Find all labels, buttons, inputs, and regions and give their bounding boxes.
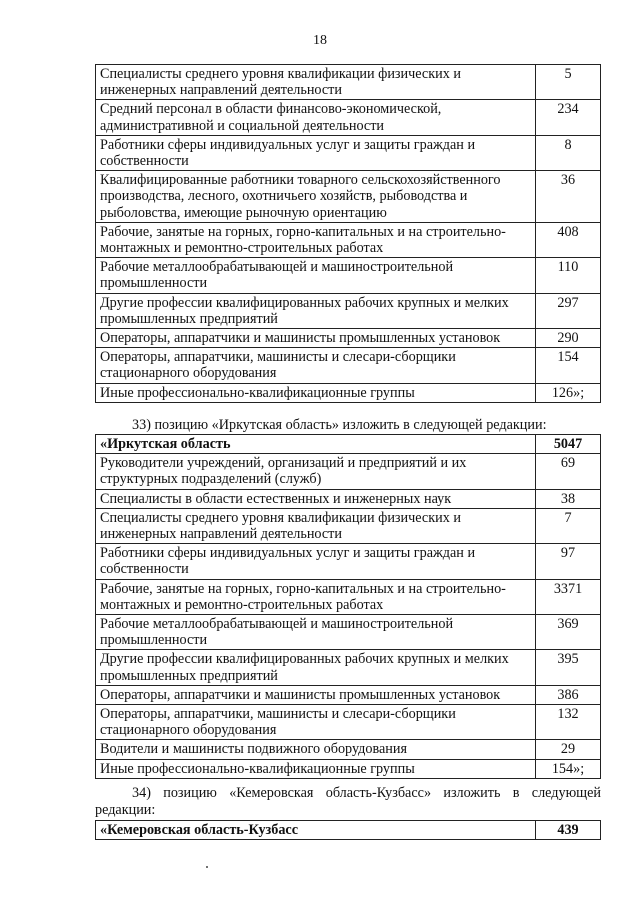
row-value: 132 bbox=[536, 705, 601, 740]
table-header-row bbox=[96, 435, 601, 454]
row-value: 38 bbox=[536, 489, 601, 508]
row-label: Водители и машинисты подвижного оборудования bbox=[96, 740, 536, 759]
row-label: Другие профессии квалифицированных рабочих крупных и мелких промышленных предприятий bbox=[96, 650, 536, 685]
row-label: Руководители учреждений, организаций и предприятий и их структурных подразделений (служб) bbox=[96, 454, 536, 489]
table-body bbox=[96, 65, 601, 403]
amendment-34-text-continued: редакции: bbox=[95, 802, 156, 818]
row-value: 234 bbox=[536, 100, 601, 135]
table-row bbox=[96, 685, 601, 704]
scan-speck bbox=[206, 866, 208, 868]
row-label: Операторы, аппаратчики, машинисты и слесари-сборщики стационарного оборудования bbox=[96, 705, 536, 740]
table-row bbox=[96, 759, 601, 778]
row-label: Работники сферы индивидуальных услуг и защиты граждан и собственности bbox=[96, 544, 536, 579]
row-value: 126»; bbox=[536, 383, 601, 402]
row-label: Работники сферы индивидуальных услуг и защиты граждан и собственности bbox=[96, 135, 536, 170]
row-value: 8 bbox=[536, 135, 601, 170]
row-label: Квалифицированные работники товарного сельскохозяйственного производства, лесного, охотничьего хозяйств, рыбоводства и рыболовства, имеющие рыночную ориентацию bbox=[96, 171, 536, 223]
row-label: Иные профессионально-квалификационные группы bbox=[96, 383, 536, 402]
occupation-table-kemerovo bbox=[95, 820, 601, 840]
table-row bbox=[96, 705, 601, 740]
row-value: 395 bbox=[536, 650, 601, 685]
row-value: 154 bbox=[536, 348, 601, 383]
row-value: 408 bbox=[536, 222, 601, 257]
amendment-33-text: 33) позицию «Иркутская область» изложить в следующей редакции: bbox=[132, 417, 547, 433]
row-value: 3371 bbox=[536, 579, 601, 614]
row-value: 290 bbox=[536, 329, 601, 348]
occupation-table-irkutsk bbox=[95, 434, 601, 779]
region-name: «Иркутская область bbox=[96, 435, 536, 454]
row-value: 29 bbox=[536, 740, 601, 759]
row-label: Рабочие, занятые на горных, горно-капитальных и на строительно-монтажных и ремонтно-строительных работах bbox=[96, 579, 536, 614]
table-body bbox=[96, 435, 601, 779]
row-label: Специалисты в области естественных и инженерных наук bbox=[96, 489, 536, 508]
table-row bbox=[96, 508, 601, 543]
table-header-row bbox=[96, 821, 601, 840]
row-value: 154»; bbox=[536, 759, 601, 778]
region-total: 439 bbox=[536, 821, 601, 840]
table-row bbox=[96, 579, 601, 614]
table-row bbox=[96, 65, 601, 100]
row-label: Средний персонал в области финансово-экономической, административной и социальной деятельности bbox=[96, 100, 536, 135]
row-label: Операторы, аппаратчики и машинисты промышленных установок bbox=[96, 685, 536, 704]
row-value: 5 bbox=[536, 65, 601, 100]
row-label: Рабочие металлообрабатывающей и машиностроительной промышленности bbox=[96, 258, 536, 293]
row-label: Иные профессионально-квалификационные группы bbox=[96, 759, 536, 778]
row-label: Специалисты среднего уровня квалификации физических и инженерных направлений деятельности bbox=[96, 508, 536, 543]
row-label: Операторы, аппаратчики, машинисты и слесари-сборщики стационарного оборудования bbox=[96, 348, 536, 383]
row-value: 7 bbox=[536, 508, 601, 543]
row-value: 69 bbox=[536, 454, 601, 489]
table-row bbox=[96, 171, 601, 223]
table-row bbox=[96, 222, 601, 257]
row-label: Рабочие металлообрабатывающей и машиностроительной промышленности bbox=[96, 615, 536, 650]
table-row bbox=[96, 489, 601, 508]
row-value: 369 bbox=[536, 615, 601, 650]
row-value: 386 bbox=[536, 685, 601, 704]
occupation-table-previous-region bbox=[95, 64, 601, 403]
table-row bbox=[96, 258, 601, 293]
region-name: «Кемеровская область-Кузбасс bbox=[96, 821, 536, 840]
row-label: Специалисты среднего уровня квалификации физических и инженерных направлений деятельности bbox=[96, 65, 536, 100]
table-row bbox=[96, 454, 601, 489]
table-row bbox=[96, 293, 601, 328]
row-value: 97 bbox=[536, 544, 601, 579]
row-value: 297 bbox=[536, 293, 601, 328]
row-label: Другие профессии квалифицированных рабочих крупных и мелких промышленных предприятий bbox=[96, 293, 536, 328]
table-row bbox=[96, 135, 601, 170]
row-label: Операторы, аппаратчики и машинисты промышленных установок bbox=[96, 329, 536, 348]
table-row bbox=[96, 650, 601, 685]
row-value: 36 bbox=[536, 171, 601, 223]
table-row bbox=[96, 615, 601, 650]
table-row bbox=[96, 383, 601, 402]
table-row bbox=[96, 544, 601, 579]
page-number: 18 bbox=[313, 33, 327, 48]
table-row bbox=[96, 348, 601, 383]
row-value: 110 bbox=[536, 258, 601, 293]
table-body bbox=[96, 821, 601, 840]
table-row bbox=[96, 740, 601, 759]
table-row bbox=[96, 100, 601, 135]
region-total: 5047 bbox=[536, 435, 601, 454]
row-label: Рабочие, занятые на горных, горно-капитальных и на строительно-монтажных и ремонтно-строительных работах bbox=[96, 222, 536, 257]
amendment-34-text: 34) позицию «Кемеровская область-Кузбасс» изложить в следующей bbox=[132, 785, 601, 801]
table-row bbox=[96, 329, 601, 348]
